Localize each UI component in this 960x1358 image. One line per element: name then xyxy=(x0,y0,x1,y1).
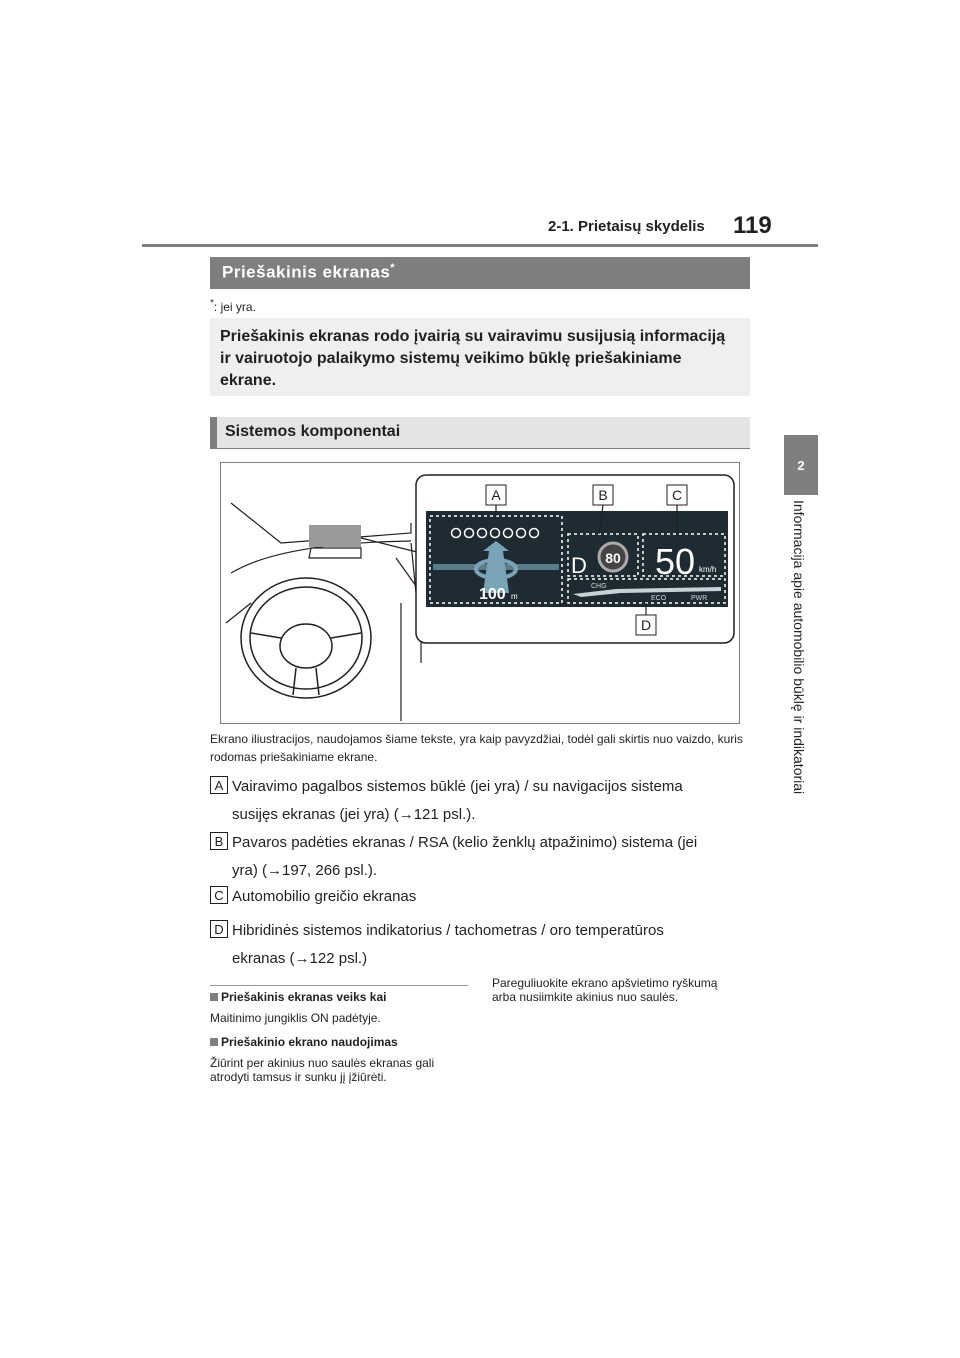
item-label: A xyxy=(210,776,228,794)
label-b: B xyxy=(598,487,608,503)
label-a: A xyxy=(491,487,501,503)
asterisk: * xyxy=(390,262,396,274)
hud-illustration-svg xyxy=(221,463,739,723)
item-text: Pavaros padėties ekranas / RSA (kelio ženklų atpažinimo) sistema (jei xyxy=(232,834,698,851)
list-item xyxy=(210,918,750,972)
list-item xyxy=(210,774,750,828)
distance-value: 100 xyxy=(479,586,506,603)
footnote xyxy=(210,298,256,314)
item-text-cont: yra) (→197, 266 psl.). xyxy=(232,862,378,879)
subsection-bar xyxy=(210,417,750,448)
list-item xyxy=(210,884,750,912)
item-text: Hibridinės sistemos indikatorius / tachometras / oro temperatūros xyxy=(232,922,664,939)
chapter-title-text: Informacija apie automobilio būklę ir indikatoriai xyxy=(791,500,807,795)
item-text-cont: susijęs ekranas (jei yra) (→121 psl.). xyxy=(232,806,476,823)
note-2-body: Žiūrint per akinius nuo saulės ekranas gali atrodyti tamsus ir sunku jį įžiūrėti. xyxy=(210,1056,435,1084)
section-header: 2-1. Prietaisų skydelis xyxy=(548,218,705,235)
note-right-body: Pareguliuokite ekrano apšvietimo ryškumą arba nusiimkite akinius nuo saulės. xyxy=(492,976,718,1004)
page-number: 119 xyxy=(733,212,772,239)
hud-illustration xyxy=(220,462,740,724)
subsection-rule xyxy=(210,448,750,449)
item-text: Vairavimo pagalbos sistemos būklė (jei yra) / su navigacijos sistema xyxy=(232,778,683,795)
note-2-title-text: Priešakinio ekrano naudojimas xyxy=(221,1035,398,1049)
speed-limit-value: 80 xyxy=(605,550,621,566)
chapter-title xyxy=(788,500,814,840)
intro-text: Priešakinis ekranas rodo įvairią su vairavimu susijusią informaciją ir vairuotojo palaikymo sistemų veikimo būklę priešakiniame ekrane. xyxy=(220,328,726,389)
subsection-title: Sistemos komponentai xyxy=(225,423,401,440)
speed-value: 50 xyxy=(655,541,696,582)
note-1-body: Maitinimo jungiklis ON padėtyje. xyxy=(210,1011,381,1025)
chg-label: CHG xyxy=(591,583,607,590)
item-label: D xyxy=(210,920,228,938)
speed-unit: km/h xyxy=(699,565,717,574)
chapter-number: 2 xyxy=(797,458,805,473)
label-d: D xyxy=(640,617,652,633)
note-1-title xyxy=(210,990,470,1004)
square-bullet-icon xyxy=(210,1038,218,1046)
square-bullet-icon xyxy=(210,993,218,1001)
section-title: Priešakinis ekranas xyxy=(222,262,391,282)
item-text-cont: ekranas (→122 psl.) xyxy=(232,950,368,967)
header-rule xyxy=(142,244,818,247)
pwr-label: PWR xyxy=(691,595,708,602)
item-label: B xyxy=(210,832,228,850)
distance-unit: m xyxy=(511,592,518,601)
item-text: Automobilio greičio ekranas xyxy=(232,888,417,905)
gear-indicator: D xyxy=(571,553,587,578)
item-label: C xyxy=(210,886,228,904)
notes-divider xyxy=(210,985,468,986)
figure-caption: Ekrano iliustracijos, naudojamos šiame tekste, yra kaip pavyzdžiai, todėl gali skirtis nuo vaizdo, kuris rodomas priešakiniame ekrane. xyxy=(210,732,743,764)
footnote-mark: * xyxy=(210,298,214,309)
hud-glass xyxy=(309,525,361,547)
note-2-title xyxy=(210,1035,470,1049)
section-title-bar xyxy=(210,257,750,289)
steering-wheel xyxy=(241,578,371,698)
intro-box xyxy=(210,318,750,396)
label-c: C xyxy=(671,487,683,503)
eco-label: ECO xyxy=(651,595,667,602)
note-1-title-text: Priešakinis ekranas veiks kai xyxy=(221,990,387,1004)
footnote-text: : jei yra. xyxy=(213,300,256,314)
list-item xyxy=(210,830,750,884)
